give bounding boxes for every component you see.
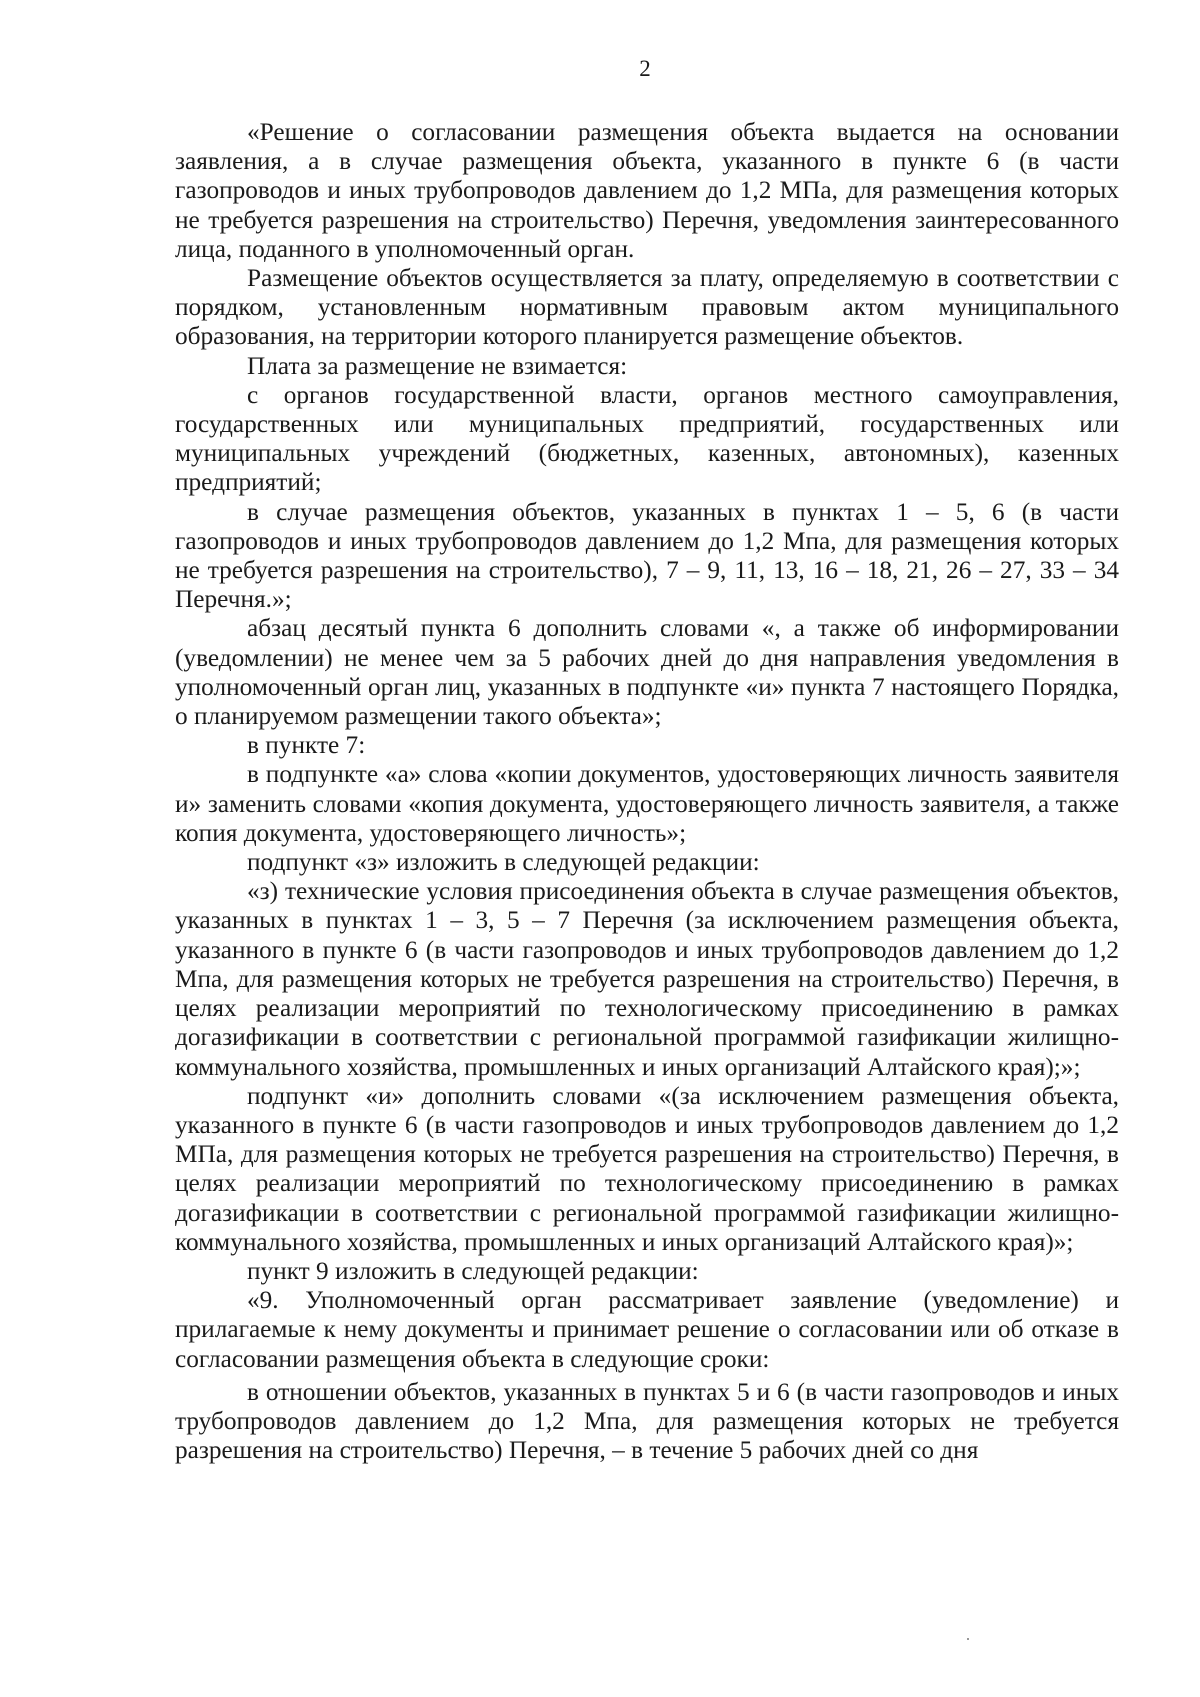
paragraph: в случае размещения объектов, указанных в пунктах 1 – 5, 6 (в части газопроводов и иных трубопроводов давлением до 1,2 Мпа, для размещения которых не требуется разрешения на строительство), 7 – 9, 11, 13, 16 – 18, 21, 26 – 27, 33 – 34 Перечня.»; bbox=[175, 497, 1119, 614]
paragraph: «Решение о согласовании размещения объекта выдается на основании заявления, а в случае размещения объекта, указанного в пункте 6 (в части газопроводов и иных трубопроводов давлением до 1,2 МПа, для размещения которых не требуется разрешения на строительство) Перечня, уведомления заинтересованного лица, поданного в уполномоченный орган. bbox=[175, 118, 1119, 263]
paragraph: подпункт «з» изложить в следующей редакции: bbox=[247, 848, 760, 877]
paragraph: в отношении объектов, указанных в пунктах 5 и 6 (в части газопроводов и иных трубопроводов давлением до 1,2 Мпа, для размещения которых не требуется разрешения на строительство) Перечня, – в течение 5 рабочих дней со дня bbox=[175, 1377, 1119, 1465]
paragraph: с органов государственной власти, органов местного самоуправления, государственных или муниципальных предприятий, государственных или муниципальных учреждений (бюджетных, казенных, автономных), казенных предприятий; bbox=[175, 380, 1119, 497]
paragraph: Размещение объектов осуществляется за плату, определяемую в соответствии с порядком, установленным нормативным правовым актом муниципального образования, на территории которого планируется размещение объектов. bbox=[175, 264, 1119, 351]
paragraph: в подпункте «а» слова «копии документов, удостоверяющих личность заявителя и» заменить словами «копия документа, удостоверяющего личность заявителя, а также копия документа, удостоверяющего личность»; bbox=[175, 760, 1119, 847]
paragraph: «9. Уполномоченный орган рассматривает заявление (уведомление) и прилагаемые к нему документы и принимает решение о согласовании или об отказе в согласовании размещения объекта в следующие сроки: bbox=[175, 1286, 1119, 1373]
paragraph: абзац десятый пункта 6 дополнить словами «, а также об информировании (уведомлении) не менее чем за 5 рабочих дней до дня направления уведомления в уполномоченный орган лиц, указанных в подпункте «и» пункта 7 настоящего Порядка, о планируемом размещении такого объекта»; bbox=[175, 614, 1119, 731]
paragraph: пункт 9 изложить в следующей редакции: bbox=[247, 1256, 699, 1285]
paragraph: Плата за размещение не взимается: bbox=[247, 351, 628, 380]
document-body bbox=[175, 118, 1119, 1465]
scan-speck bbox=[967, 1638, 969, 1640]
paragraph: «з) технические условия присоединения объекта в случае размещения объектов, указанных в пунктах 1 – 3, 5 – 7 Перечня (за исключением размещения объекта, указанного в пункте 6 (в части газопроводов и иных трубопроводов давлением до 1,2 Мпа, для размещения которых не требуется разрешения на строительство) Перечня, в целях реализации мероприятий по технологическому присоединению в рамках догазификации в соответствии с региональной программой газификации жилищно-коммунального хозяйства, промышленных и иных организаций Алтайского края);»; bbox=[175, 877, 1119, 1081]
paragraph: подпункт «и» дополнить словами «(за исключением размещения объекта, указанного в пункте 6 (в части газопроводов и иных трубопроводов давлением до 1,2 МПа, для размещения которых не требуется разрешения на строительство) Перечня, в целях реализации мероприятий по технологическому присоединению в рамках догазификации в соответствии с региональной программой газификации жилищно-коммунального хозяйства, промышленных и иных организаций Алтайского края)»; bbox=[175, 1081, 1119, 1256]
paragraph: в пункте 7: bbox=[247, 731, 366, 760]
page-number: 2 bbox=[639, 56, 651, 81]
